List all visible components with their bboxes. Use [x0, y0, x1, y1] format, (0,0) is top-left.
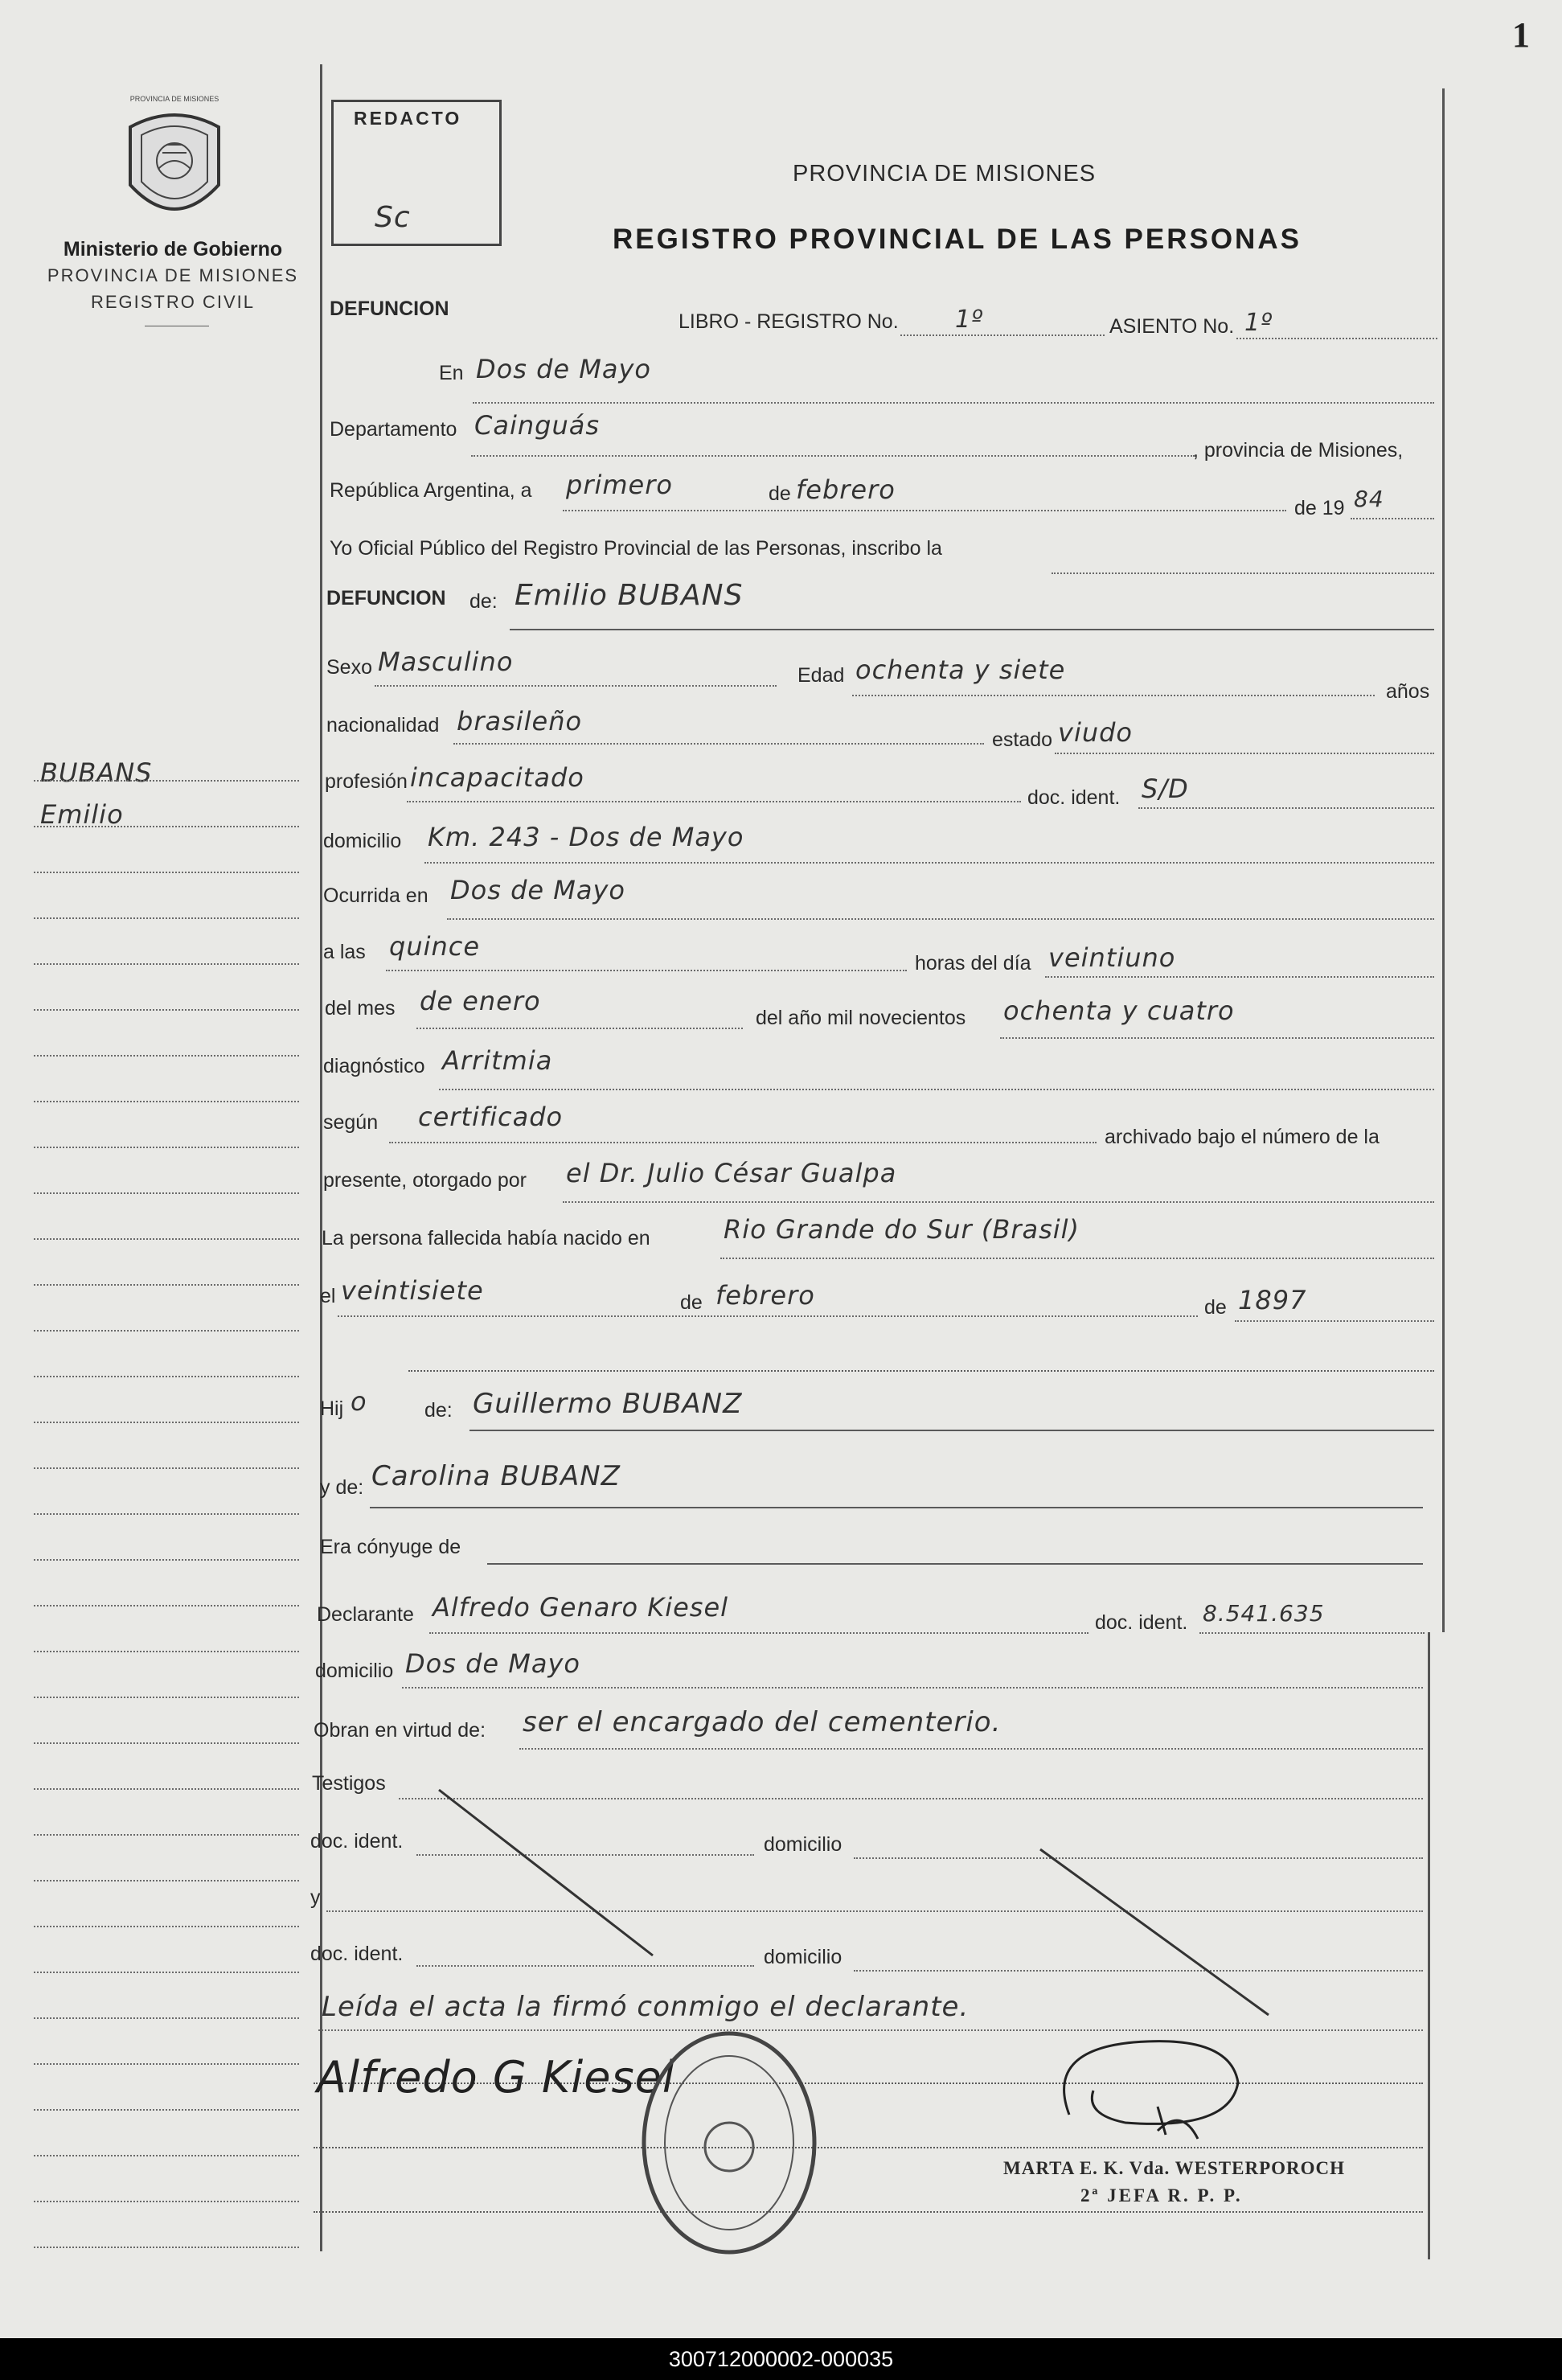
- profesion-value: incapacitado: [410, 762, 584, 793]
- dia-value: primero: [566, 470, 673, 500]
- ministry-title: Ministerio de Gobierno: [63, 238, 283, 261]
- segun-label: según: [323, 1111, 379, 1134]
- anio-muerte-value: ochenta y cuatro: [1003, 995, 1235, 1026]
- official-signature: [1037, 2018, 1278, 2155]
- declarante-label: Declarante: [317, 1603, 414, 1626]
- declarante-dom-label: domicilio: [315, 1660, 394, 1682]
- diagnostico-label: diagnóstico: [323, 1055, 425, 1077]
- declarante-doc-value: 8.541.635: [1203, 1600, 1325, 1627]
- y-label: y: [310, 1886, 321, 1909]
- asiento-label: ASIENTO No.: [1109, 315, 1235, 338]
- en-value: Dos de Mayo: [476, 354, 651, 384]
- departamento-value: Cainguás: [474, 410, 600, 441]
- official-title-stamp: 2ª JEFA R. P. P.: [1080, 2185, 1243, 2206]
- signature-line-3: [314, 2211, 1423, 2213]
- anio-label: de 19: [1294, 497, 1345, 519]
- oficial-text: Yo Oficial Público del Registro Provincial de las Personas, inscribo la: [330, 537, 942, 560]
- profesion-label: profesión: [325, 770, 408, 793]
- testigos-label: Testigos: [312, 1772, 386, 1795]
- declarante-doc-label: doc. ident.: [1095, 1611, 1188, 1634]
- el-label: el: [320, 1285, 336, 1307]
- asiento-value: 1º: [1244, 309, 1273, 337]
- delmes-label: del mes: [325, 997, 396, 1020]
- docident2-label: doc. ident.: [310, 1943, 404, 1965]
- departamento-label: Departamento: [330, 418, 457, 441]
- page-number: 1: [1512, 15, 1530, 55]
- official-name-stamp: MARTA E. K. Vda. WESTERPOROCH: [1003, 2158, 1346, 2178]
- alas-label: a las: [323, 941, 366, 963]
- ministry-province: PROVINCIA DE MISIONES: [47, 265, 299, 285]
- redacto-label: REDACTO: [354, 108, 462, 129]
- defuncion-label: DEFUNCION: [326, 587, 446, 609]
- presente-label: presente, otorgado por: [323, 1169, 527, 1192]
- declarante-value: Alfredo Genaro Kiesel: [433, 1592, 729, 1623]
- dia-muerte-value: veintiuno: [1048, 942, 1176, 973]
- ocurrida-label: Ocurrida en: [323, 884, 428, 907]
- padre-value: Guillermo BUBANZ: [473, 1388, 743, 1420]
- ministry-registry: REGISTRO CIVIL: [90, 292, 256, 312]
- anios-label: años: [1386, 680, 1430, 703]
- provincia-suffix: , provincia de Misiones,: [1193, 439, 1404, 462]
- defuncion-de-label: de:: [469, 590, 498, 613]
- profesion-docident-label: doc. ident.: [1027, 786, 1121, 809]
- header-province: PROVINCIA DE MISIONES: [793, 161, 1097, 187]
- yde-label: y de:: [320, 1476, 364, 1499]
- redacto-initials: Sc: [375, 201, 411, 234]
- archivado-label: archivado bajo el número de la: [1105, 1126, 1380, 1148]
- registry-round-stamp: [637, 2026, 822, 2259]
- nac-mes-value: febrero: [715, 1280, 815, 1311]
- declarante-signature: Alfredo G Kiesel: [317, 2052, 675, 2103]
- mes-muerte-value: de enero: [420, 986, 541, 1016]
- en-label: En: [439, 362, 464, 384]
- presente-value: el Dr. Julio César Gualpa: [566, 1158, 897, 1188]
- hora-value: quince: [389, 931, 481, 962]
- edad-value: ochenta y siete: [855, 654, 1066, 685]
- archive-code: 300712000002-000035: [0, 2338, 1562, 2380]
- libro-value: 1º: [955, 306, 984, 334]
- header-registry: REGISTRO PROVINCIAL DE LAS PERSONAS: [613, 224, 1302, 255]
- domicilio1-label: domicilio: [764, 1833, 842, 1856]
- nac-anio-de-label: de: [1204, 1296, 1227, 1319]
- domicilio-label: domicilio: [323, 830, 402, 852]
- sexo-label: Sexo: [326, 656, 372, 679]
- hijo-suffix: o: [351, 1386, 367, 1417]
- obran-label: Obran en virtud de:: [314, 1719, 486, 1742]
- nacionalidad-label: nacionalidad: [326, 714, 440, 737]
- leida-value: Leída el acta la firmó conmigo el declarante.: [322, 1991, 970, 2023]
- horas-label: horas del día: [915, 952, 1031, 975]
- margin-surname: BUBANS: [40, 757, 153, 788]
- edad-label: Edad: [797, 664, 845, 687]
- nac-anio-value: 1897: [1238, 1285, 1307, 1315]
- hijo-label: Hij: [320, 1397, 344, 1420]
- segun-value: certificado: [418, 1102, 564, 1132]
- sexo-value: Masculino: [378, 646, 514, 677]
- ocurrida-value: Dos de Mayo: [450, 875, 625, 905]
- record-type: DEFUNCION: [330, 298, 449, 320]
- anio-value: 84: [1354, 486, 1384, 512]
- conyuge-label: Era cónyuge de: [320, 1536, 461, 1558]
- nacionalidad-value: brasileño: [457, 706, 583, 737]
- madre-value: Carolina BUBANZ: [371, 1460, 621, 1492]
- declarante-dom-value: Dos de Mayo: [405, 1648, 580, 1679]
- libro-label: LIBRO - REGISTRO No.: [679, 310, 899, 333]
- nacido-label: La persona fallecida había nacido en: [322, 1227, 650, 1250]
- estado-value: viudo: [1058, 717, 1133, 748]
- docident1-label: doc. ident.: [310, 1830, 404, 1853]
- margin-name: Emilio: [40, 799, 124, 830]
- mes-value: febrero: [796, 474, 896, 505]
- nac-dia-value: veintisiete: [341, 1275, 484, 1306]
- obran-value: ser el encargado del cementerio.: [523, 1706, 1002, 1738]
- profesion-docident-value: S/D: [1142, 774, 1189, 804]
- de-label: de: [769, 482, 791, 505]
- republica-label: República Argentina, a: [330, 479, 532, 502]
- diagnostico-value: Arritmia: [442, 1045, 553, 1076]
- nac-de-label: de: [680, 1291, 703, 1314]
- hijo-de-label: de:: [424, 1399, 453, 1422]
- anio-mil-label: del año mil novecientos: [756, 1007, 966, 1029]
- seal-ring-text: PROVINCIA DE MISIONES: [129, 95, 219, 103]
- domicilio-value: Km. 243 - Dos de Mayo: [428, 822, 744, 852]
- domicilio2-label: domicilio: [764, 1946, 842, 1968]
- nacido-value: Rio Grande do Sur (Brasil): [724, 1214, 1080, 1245]
- fallecido-value: Emilio BUBANS: [515, 579, 744, 612]
- estado-label: estado: [992, 728, 1053, 751]
